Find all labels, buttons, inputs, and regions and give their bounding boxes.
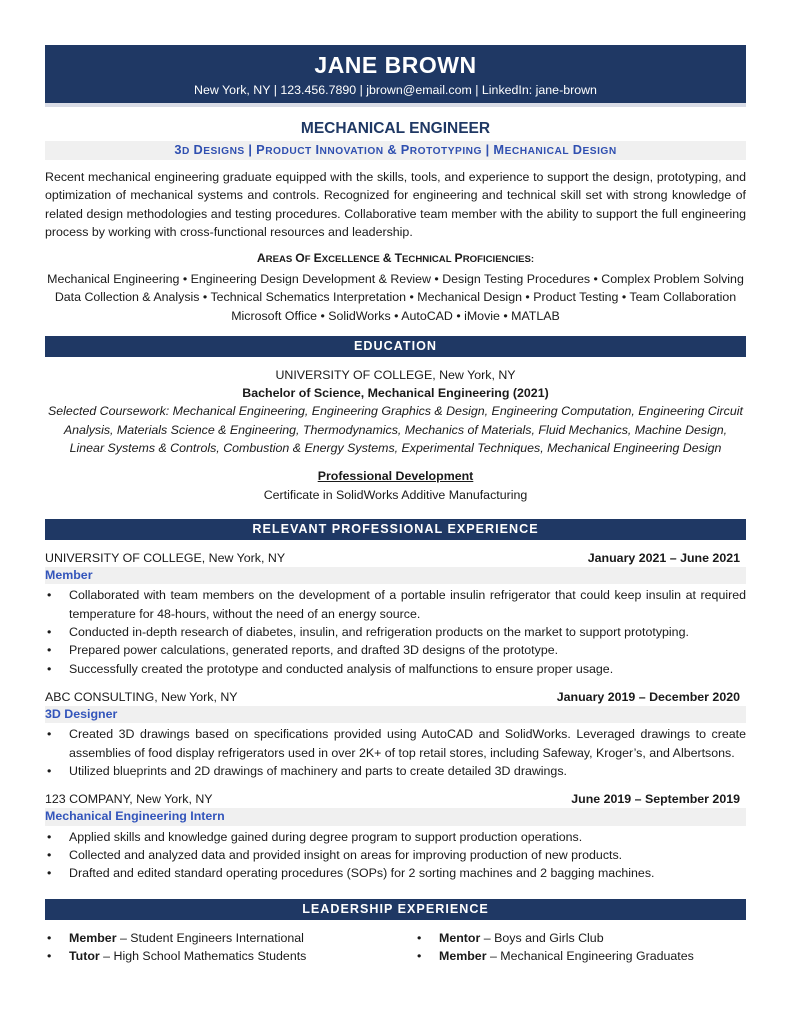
job-header — [45, 688, 746, 706]
skills-line: Mechanical Engineering • Engineering Design Development & Review • Design Testing Procedures • Complex Problem Solving — [47, 272, 744, 287]
job-header — [45, 790, 746, 808]
leadership-desc: – High School Mathematics Students — [99, 949, 307, 964]
leadership-title: Tutor — [69, 949, 100, 964]
professional-title: MECHANICAL ENGINEER — [300, 120, 491, 137]
professional-development-item: Certificate in SolidWorks Additive Manufacturing — [263, 487, 528, 502]
coursework-list: : Mechanical Engineering, Engineering Graphics & Design, Engineering Computation, Engineering Circuit Analysis, Materials Science & Engineering, Thermodynamics, Mechanics of Materials, Fluid Mechanics, Machine Design, Linear Systems & Controls, Combustion & Energy Systems, Experimental Techniques, Mechanical Engineering Design — [63, 404, 743, 455]
bullet-item: • Created 3D drawings based on specifications provided using AutoCAD and SolidWorks. Leveraged drawings to create assemblies of food display refrigerators used in over 2K+ of top retail stores, including Safeway, Kroger’s, and Albertsons. — [45, 725, 746, 762]
bullet-item: • Conducted in-depth research of diabetes, insulin, and refrigeration products on the market to support prototyping. — [45, 623, 746, 641]
bullet-item: • Utilized blueprints and 2D drawings of machinery and parts to create detailed 3D drawings. — [45, 762, 746, 780]
bullet-item: • Applied skills and knowledge gained during degree program to support production operations. — [45, 828, 746, 846]
job-entry — [45, 688, 746, 780]
leadership-list — [45, 929, 746, 966]
candidate-name: JANE BROWN — [314, 52, 477, 78]
professional-development-title: Professional Development — [317, 469, 474, 484]
skills-block — [45, 270, 746, 325]
section-heading-education: EDUCATION — [45, 336, 746, 357]
education-block — [45, 366, 746, 504]
job-dates: January 2019 – December 2020 — [556, 689, 740, 704]
job-bullets — [45, 586, 746, 677]
bullet-item: • Drafted and edited standard operating procedures (SOPs) for 2 sorting machines and 2 bagging machines. — [45, 864, 746, 882]
contact-line: New York, NY | 123.456.7890 | jbrown@email.com | LinkedIn: jane-brown — [194, 83, 597, 97]
bullet-item: • Collaborated with team members on the development of a portable insulin refrigerator that could keep insulin at required temperature for 48-hours, without the need of an energy source. — [45, 586, 746, 623]
job-role: Mechanical Engineering Intern — [45, 808, 746, 826]
job-entry — [45, 790, 746, 882]
leadership-desc: – Mechanical Engineering Graduates — [486, 949, 694, 964]
summary-paragraph: Recent mechanical engineering graduate equipped with the skills, tools, and experience to support the design, prototyping, and optimization of mechanical systems and controls. Recognized for engineering and technical skill set with strong knowledge of related design methodologies and testing procedures. Collaborative team member with the ability to support the full engineering process by working with cross-functional resources and leadership. — [45, 170, 746, 239]
bullet-item: • Collected and analyzed data and provided insight on areas for improving production of new products. — [45, 846, 746, 864]
section-heading-experience: RELEVANT PROFESSIONAL EXPERIENCE — [45, 519, 746, 540]
job-dates: June 2019 – September 2019 — [571, 792, 740, 807]
job-organization: ABC CONSULTING, New York, NY — [45, 689, 238, 704]
job-dates: January 2021 – June 2021 — [587, 550, 740, 565]
resume-page — [45, 45, 746, 966]
bullet-item: • Successfully created the prototype and conducted analysis of malfunctions to ensure proper usage. — [45, 660, 746, 678]
leadership-item — [415, 929, 746, 948]
job-bullets — [45, 725, 746, 780]
job-bullets — [45, 828, 746, 883]
job-header — [45, 549, 746, 567]
leadership-title: Member — [439, 949, 487, 964]
job-entry — [45, 549, 746, 678]
areas-title: AREAS OF EXCELLENCE & TECHNICAL PROFICIENCIES: — [256, 251, 535, 266]
leadership-item — [45, 929, 415, 948]
leadership-title: Member — [69, 930, 117, 945]
tagline: 3D DESIGNS | PRODUCT INNOVATION & PROTOTYPING | MECHANICAL DESIGN — [45, 141, 746, 160]
job-role: Member — [45, 567, 746, 585]
job-role: 3D Designer — [45, 706, 746, 724]
job-organization: UNIVERSITY OF COLLEGE, New York, NY — [45, 550, 286, 565]
leadership-desc: – Student Engineers International — [116, 930, 304, 945]
bullet-item: • Prepared power calculations, generated reports, and drafted 3D designs of the prototype. — [45, 641, 746, 659]
leadership-title: Mentor — [439, 930, 481, 945]
resume-header — [45, 45, 746, 103]
school-name: UNIVERSITY OF COLLEGE, New York, NY — [275, 367, 516, 382]
header-divider — [45, 103, 746, 107]
skills-line: Microsoft Office • SolidWorks • AutoCAD • iMovie • MATLAB — [231, 308, 560, 323]
degree: Bachelor of Science, Mechanical Engineering (2021) — [242, 386, 549, 401]
coursework — [45, 402, 746, 457]
coursework-label: Selected Coursework — [48, 404, 166, 419]
leadership-item — [415, 947, 746, 966]
leadership-desc: – Boys and Girls Club — [480, 930, 604, 945]
job-organization: 123 COMPANY, New York, NY — [45, 792, 213, 807]
section-heading-leadership: LEADERSHIP EXPERIENCE — [45, 899, 746, 920]
skills-line: Data Collection & Analysis • Technical Schematics Interpretation • Mechanical Design • Product Testing • Team Collaboration — [54, 290, 737, 305]
leadership-item — [45, 947, 415, 966]
